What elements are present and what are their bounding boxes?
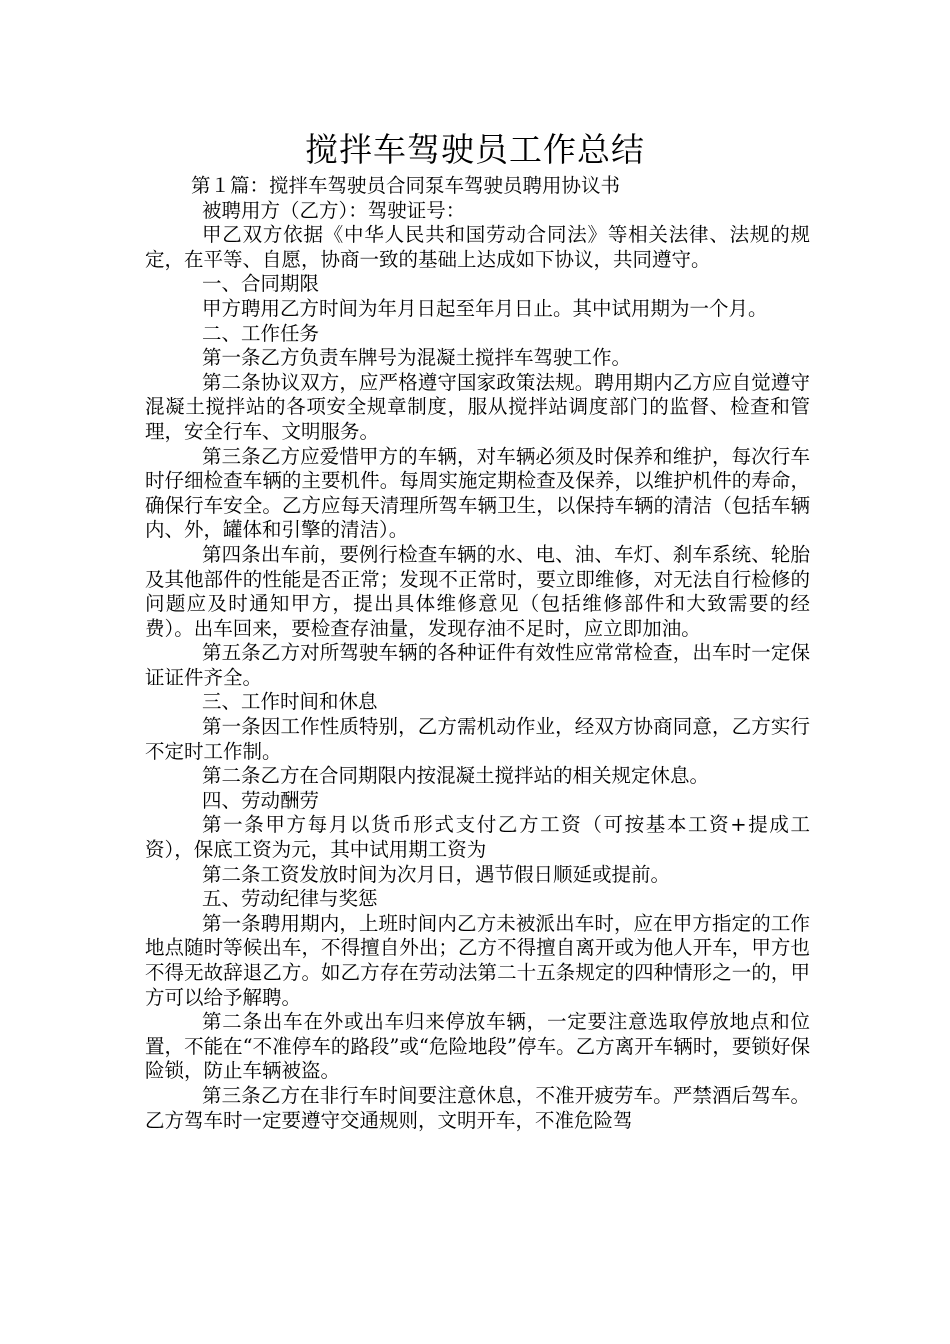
paragraph: 第一条因工作性质特别，乙方需机动作业，经双方协商同意，乙方实行不定时工作制。 (145, 715, 810, 763)
paragraph: 被聘用方（乙方）：驾驶证号： (202, 198, 466, 222)
paragraph: 第二条出车在外或出车归来停放车辆，一定要注意选取停放地点和位置，不能在“不准停车的路段”或“危险地段”停车。乙方离开车辆时，要锁好保险锁，防止车辆被盗。 (145, 1010, 810, 1083)
document-body (145, 174, 810, 1133)
paragraph: 第一条聘用期内，上班时间内乙方未被派出车时，应在甲方指定的工作地点随时等候出车，不得擅自外出；乙方不得擅自离开或为他人开车，甲方也不得无故辞退乙方。如乙方存在劳动法第二十五条规定的四种情形之一的，甲方可以给予解聘。 (145, 911, 810, 1009)
paragraph: 第二条工资发放时间为次月日，遇节假日顺延或提前。 (202, 862, 671, 886)
paragraph: 甲方聘用乙方时间为年月日起至年月日止。其中试用期为一个月。 (202, 296, 768, 320)
paragraph: 第三条乙方应爱惜甲方的车辆，对车辆必须及时保养和维护，每次行车时仔细检查车辆的主要机件。每周实施定期检查及保养，以维护机件的寿命，确保行车安全。乙方应每天清理所驾车辆卫生，以保持车辆的清洁（包括车辆内、外，罐体和引擎的清洁）。 (145, 444, 810, 542)
paragraph: 第二条协议双方，应严格遵守国家政策法规。聘用期内乙方应自觉遵守混凝土搅拌站的各项安全规章制度，服从搅拌站调度部门的监督、检查和管理，安全行车、文明服务。 (145, 370, 810, 443)
paragraph: 第五条乙方对所驾驶车辆的各种证件有效性应常常检查，出车时一定保证证件齐全。 (145, 641, 810, 689)
section-heading: 五、劳动纪律与奖惩 (202, 887, 378, 911)
paragraph: 第三条乙方在非行车时间要注意休息，不准开疲劳车。严禁酒后驾车。乙方驾车时一定要遵守交通规则，文明开车，不准危险驾 (145, 1083, 810, 1132)
paragraph-heading: 第１篇：搅拌车驾驶员合同泵车驾驶员聘用协议书 (191, 174, 621, 197)
paragraph: 第一条甲方每月以货币形式支付乙方工资（可按基本工资+提成工资），保底工资为元，其中试用期工资为 (145, 813, 810, 862)
paragraph: 第一条乙方负责车牌号为混凝土搅拌车驾驶工作。 (202, 346, 632, 370)
document-title: 搅拌车驾驶员工作总结 (305, 130, 645, 169)
section-heading: 一、合同期限 (202, 272, 320, 296)
section-heading: 三、工作时间和休息 (202, 690, 378, 714)
section-heading: 四、劳动酬劳 (202, 788, 320, 812)
section-heading: 二、工作任务 (202, 321, 320, 345)
paragraph: 第二条乙方在合同期限内按混凝土搅拌站的相关规定休息。 (202, 764, 710, 788)
paragraph: 甲乙双方依据《中华人民共和国劳动合同法》等相关法律、法规的规定，在平等、自愿，协商一致的基础上达成如下协议，共同遵守。 (145, 223, 810, 271)
paragraph: 第四条出车前，要例行检查车辆的水、电、油、车灯、刹车系统、轮胎及其他部件的性能是否正常；发现不正常时，要立即维修，对无法自行检修的问题应及时通知甲方，提出具体维修意见（包括维修部件和大致需要的经费）。出车回来，要检查存油量，发现存油不足时，应立即加油。 (145, 542, 810, 640)
